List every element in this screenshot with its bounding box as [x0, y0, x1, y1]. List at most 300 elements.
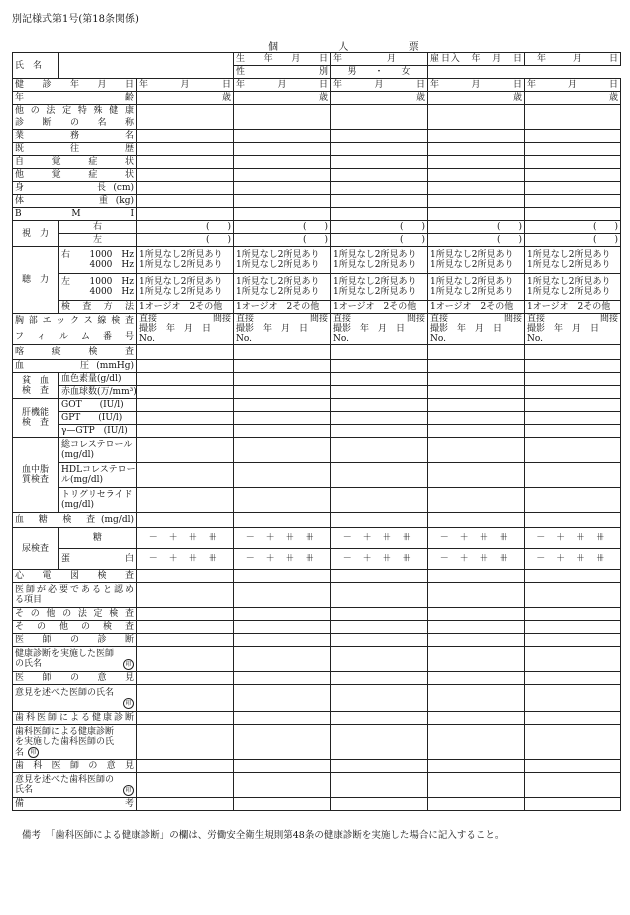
method-3[interactable]: 1オージオ 2その他 — [331, 301, 428, 314]
xray-no: No. — [333, 334, 349, 344]
seal-icon: 印 — [123, 698, 134, 709]
cell[interactable] — [428, 513, 525, 528]
cell[interactable] — [331, 169, 428, 182]
cell[interactable] — [525, 156, 621, 169]
cell[interactable] — [234, 712, 331, 725]
cell[interactable] — [525, 130, 621, 143]
hear-line: 1所見なし2所見あり — [236, 287, 320, 297]
name-field[interactable] — [59, 53, 234, 79]
cell[interactable] — [234, 634, 331, 647]
vision-right-4[interactable]: ( ) — [428, 221, 525, 234]
cell[interactable] — [428, 463, 525, 488]
opinion-doctor-1: 意見を述べた医師の氏名 — [15, 687, 115, 698]
cell[interactable] — [331, 513, 428, 528]
hear-line: 1所見なし2所見あり — [236, 260, 320, 270]
cell[interactable] — [137, 373, 234, 386]
vision-right-3[interactable]: ( ) — [331, 221, 428, 234]
xray-shoot: 撮影 年 月 日 — [236, 324, 309, 334]
cell[interactable] — [234, 195, 331, 208]
cell[interactable] — [428, 488, 525, 513]
method-1[interactable]: 1オージオ 2その他 — [137, 301, 234, 314]
cell[interactable] — [137, 425, 234, 438]
cell[interactable] — [525, 634, 621, 647]
cell[interactable] — [428, 130, 525, 143]
cell[interactable] — [331, 608, 428, 621]
liver-label — [13, 399, 59, 438]
cell[interactable] — [234, 513, 331, 528]
cell[interactable] — [137, 608, 234, 621]
cell[interactable] — [428, 399, 525, 412]
hear-line: 1所見なし2所見あり — [430, 277, 514, 287]
form-number: 別記様式第1号(第18条関係) — [12, 14, 139, 25]
cell[interactable] — [331, 685, 428, 712]
hearing-left-2[interactable] — [234, 274, 331, 301]
glucose-4[interactable]: － ＋ ⧺ ⧻ — [428, 528, 525, 549]
dental-doctor-label — [13, 725, 137, 760]
cell[interactable] — [137, 399, 234, 412]
cell[interactable] — [428, 105, 525, 130]
hear-line: 1所見なし2所見あり — [527, 250, 611, 260]
protein-5[interactable]: － ＋ ⧺ ⧻ — [525, 549, 621, 570]
cell[interactable] — [234, 156, 331, 169]
cell[interactable] — [525, 570, 621, 583]
cell[interactable] — [331, 712, 428, 725]
cell[interactable] — [234, 412, 331, 425]
cell[interactable] — [234, 773, 331, 798]
xray-no: No. — [139, 334, 155, 344]
cell[interactable] — [525, 583, 621, 608]
doctor-needed-label — [13, 583, 137, 608]
cell[interactable] — [525, 105, 621, 130]
cell[interactable] — [428, 425, 525, 438]
cell[interactable] — [428, 634, 525, 647]
cell[interactable] — [331, 621, 428, 634]
xray-no: No. — [236, 334, 252, 344]
tg-label-1: トリグリセライド — [61, 490, 133, 500]
cell[interactable] — [428, 672, 525, 685]
xray-direct: 直接 — [430, 314, 449, 324]
cell[interactable] — [234, 672, 331, 685]
cell[interactable] — [428, 182, 525, 195]
cell[interactable] — [331, 725, 428, 760]
cell[interactable] — [525, 463, 621, 488]
protein-1[interactable]: － ＋ ⧺ ⧻ — [137, 549, 234, 570]
cell[interactable] — [331, 195, 428, 208]
hearing-right-4[interactable] — [428, 247, 525, 274]
cell[interactable] — [525, 725, 621, 760]
age-1[interactable]: 歳 — [137, 92, 234, 105]
cell[interactable] — [525, 345, 621, 360]
xray-direct: 直接 — [236, 314, 255, 324]
age-4[interactable]: 歳 — [428, 92, 525, 105]
cell[interactable] — [525, 373, 621, 386]
xray-shoot: 撮影 年 月 日 — [527, 324, 600, 334]
cell[interactable] — [428, 373, 525, 386]
cell[interactable] — [525, 621, 621, 634]
hear-line: 1所見なし2所見あり — [139, 277, 223, 287]
cell[interactable] — [137, 672, 234, 685]
hear-line: 1所見なし2所見あり — [139, 260, 223, 270]
cell[interactable] — [331, 182, 428, 195]
cell[interactable] — [525, 438, 621, 463]
cell[interactable] — [137, 182, 234, 195]
cell[interactable] — [234, 583, 331, 608]
birth-label: 生年月日 — [234, 53, 331, 66]
cell[interactable] — [331, 399, 428, 412]
footnote: 備考 「歯科医師による健康診断」の欄は、労働安全衛生規則第48条の健康診断を実施した場合に記入すること。 — [22, 830, 505, 841]
cell[interactable] — [234, 760, 331, 773]
xray-indirect: 間接 — [503, 314, 522, 324]
cell[interactable] — [331, 386, 428, 399]
hearing-left-label — [59, 274, 137, 301]
protein-label: 蛋 白 — [59, 549, 137, 570]
hearing-left-1[interactable] — [137, 274, 234, 301]
cell[interactable] — [137, 570, 234, 583]
hearing-left-4[interactable] — [428, 274, 525, 301]
cell[interactable] — [525, 425, 621, 438]
cell[interactable] — [331, 583, 428, 608]
cell[interactable] — [428, 345, 525, 360]
cell[interactable] — [331, 143, 428, 156]
hearing-left-side: 左 — [61, 277, 71, 287]
cell[interactable] — [428, 570, 525, 583]
cell[interactable] — [428, 195, 525, 208]
cell[interactable] — [331, 463, 428, 488]
cell[interactable] — [331, 438, 428, 463]
cell[interactable] — [137, 647, 234, 672]
remarks-label: 備 考 — [13, 798, 137, 811]
cell[interactable] — [525, 672, 621, 685]
dental-doctor-3: 名 — [15, 747, 25, 758]
xray-direct: 直接 — [333, 314, 352, 324]
cell[interactable] — [331, 760, 428, 773]
other-legal-test-label: その他の法定検査 — [13, 608, 137, 621]
dental-doctor-2: を実施した歯科医師の氏 — [15, 736, 115, 747]
exam-date-5[interactable]: 年 月 日 — [525, 79, 621, 92]
dental-opinion-doctor-label — [13, 773, 137, 798]
doctor-needed-2: る項目 — [15, 595, 43, 605]
method-4[interactable]: 1オージオ 2その他 — [428, 301, 525, 314]
xray-indirect: 間接 — [309, 314, 328, 324]
cell[interactable] — [331, 634, 428, 647]
protein-4[interactable]: － ＋ ⧺ ⧻ — [428, 549, 525, 570]
xray-direct: 直接 — [139, 314, 158, 324]
cell[interactable] — [525, 712, 621, 725]
cell[interactable] — [137, 438, 234, 463]
job-label: 業 務 名 — [13, 130, 137, 143]
other-legal-label — [13, 105, 137, 130]
liver-label-2: 検 査 — [21, 418, 49, 428]
birth-value[interactable]: 年 月 日 — [331, 53, 428, 66]
protein-3[interactable]: － ＋ ⧺ ⧻ — [331, 549, 428, 570]
cell[interactable] — [234, 647, 331, 672]
cell[interactable] — [331, 647, 428, 672]
cell[interactable] — [428, 798, 525, 811]
glucose-5[interactable]: － ＋ ⧺ ⧻ — [525, 528, 621, 549]
tc-label — [59, 438, 137, 463]
vision-right-5[interactable]: ( ) — [525, 221, 621, 234]
cell[interactable] — [525, 399, 621, 412]
hearing-right-2[interactable] — [234, 247, 331, 274]
cell[interactable] — [137, 360, 234, 373]
vision-left-5[interactable]: ( ) — [525, 234, 621, 247]
cell[interactable] — [137, 760, 234, 773]
cell[interactable] — [234, 621, 331, 634]
cell[interactable] — [234, 169, 331, 182]
hire-value[interactable]: 年 月 日 — [525, 53, 621, 66]
cell[interactable] — [137, 412, 234, 425]
glucose-3[interactable]: － ＋ ⧺ ⧻ — [331, 528, 428, 549]
cell[interactable] — [525, 798, 621, 811]
seal-icon: 印 — [123, 659, 134, 670]
page-title — [268, 38, 419, 53]
hdl-label-2: ル(mg/dl) — [61, 475, 103, 485]
cell[interactable] — [428, 156, 525, 169]
cell[interactable] — [331, 373, 428, 386]
other-legal-label-2: 診断の名称 — [15, 118, 134, 128]
cell[interactable] — [331, 208, 428, 221]
cell[interactable] — [428, 647, 525, 672]
cell[interactable] — [137, 195, 234, 208]
hire-label: 雇入年月日 — [428, 53, 525, 66]
cell[interactable] — [428, 760, 525, 773]
title-char-1: 個 — [268, 42, 278, 53]
exam-date-4[interactable]: 年 月 日 — [428, 79, 525, 92]
cell[interactable] — [525, 195, 621, 208]
cell[interactable] — [331, 130, 428, 143]
xray-no: No. — [430, 334, 446, 344]
hear-line: 1所見なし2所見あり — [527, 277, 611, 287]
cell[interactable] — [137, 634, 234, 647]
cell[interactable] — [234, 130, 331, 143]
vision-left-4[interactable]: ( ) — [428, 234, 525, 247]
xray-no: No. — [527, 334, 543, 344]
doctor-name-1: 健康診断を実施した医師 — [15, 648, 115, 659]
age-2[interactable]: 歳 — [234, 92, 331, 105]
cell[interactable] — [137, 105, 234, 130]
lipid-label-1: 血中脂 — [21, 465, 49, 475]
cell[interactable] — [137, 386, 234, 399]
cell[interactable] — [331, 773, 428, 798]
cell[interactable] — [234, 360, 331, 373]
cell[interactable] — [234, 463, 331, 488]
hearing-left-3[interactable] — [331, 274, 428, 301]
cell[interactable] — [525, 488, 621, 513]
exam-date-1[interactable]: 年 月 日 — [137, 79, 234, 92]
hearing-right-3[interactable] — [331, 247, 428, 274]
exam-date-3[interactable]: 年 月 日 — [331, 79, 428, 92]
cell[interactable] — [137, 463, 234, 488]
cell[interactable] — [137, 685, 234, 712]
glucose-2[interactable]: － ＋ ⧺ ⧻ — [234, 528, 331, 549]
vision-label: 視 力 — [13, 221, 59, 247]
cell[interactable] — [331, 488, 428, 513]
cell[interactable] — [137, 712, 234, 725]
cell[interactable] — [331, 798, 428, 811]
age-5[interactable]: 歳 — [525, 92, 621, 105]
xray-indirect: 間接 — [406, 314, 425, 324]
xray-label — [13, 314, 137, 345]
cell[interactable] — [137, 130, 234, 143]
xray-1[interactable] — [137, 314, 234, 345]
hearing-right-1[interactable] — [137, 247, 234, 274]
cell[interactable] — [525, 208, 621, 221]
cell[interactable] — [137, 513, 234, 528]
cell[interactable] — [428, 438, 525, 463]
method-5[interactable]: 1オージオ 2その他 — [525, 301, 621, 314]
hear-line: 1所見なし2所見あり — [333, 287, 417, 297]
cell[interactable] — [428, 712, 525, 725]
cell[interactable] — [525, 760, 621, 773]
hz-4000-r: 4000 Hz — [89, 260, 134, 270]
cell[interactable] — [234, 425, 331, 438]
cell[interactable] — [331, 156, 428, 169]
hear-line: 1所見なし2所見あり — [430, 260, 514, 270]
opinion-doctor-label — [13, 685, 137, 712]
sugar-label: 血 糖 検 査(mg/dl) — [13, 513, 137, 528]
cell[interactable] — [137, 208, 234, 221]
doctor-needed-1: 医師が必要であると認め — [15, 585, 134, 595]
cell[interactable] — [234, 608, 331, 621]
cell[interactable] — [234, 488, 331, 513]
cell[interactable] — [525, 647, 621, 672]
xray-5[interactable] — [525, 314, 621, 345]
exam-date-2[interactable]: 年 月 日 — [234, 79, 331, 92]
cell[interactable] — [525, 169, 621, 182]
age-label: 年 齢 — [13, 92, 137, 105]
glucose-1[interactable]: － ＋ ⧺ ⧻ — [137, 528, 234, 549]
cell[interactable] — [234, 438, 331, 463]
height-label: 身 長(cm) — [13, 182, 137, 195]
cell[interactable] — [525, 182, 621, 195]
hear-line: 1所見なし2所見あり — [333, 260, 417, 270]
cell[interactable] — [428, 685, 525, 712]
cell[interactable] — [137, 143, 234, 156]
cell[interactable] — [525, 608, 621, 621]
cell[interactable] — [428, 143, 525, 156]
cell[interactable] — [137, 583, 234, 608]
hear-line: 1所見なし2所見あり — [333, 250, 417, 260]
vision-right-2[interactable]: ( ) — [234, 221, 331, 234]
protein-2[interactable]: － ＋ ⧺ ⧻ — [234, 549, 331, 570]
cell[interactable] — [234, 345, 331, 360]
cell[interactable] — [525, 386, 621, 399]
hearing-right-side: 右 — [61, 250, 71, 260]
xray-3[interactable] — [331, 314, 428, 345]
cell[interactable] — [234, 570, 331, 583]
tc-label-2: (mg/dl) — [61, 450, 94, 460]
doctor-name-2: の氏名 — [15, 658, 43, 669]
cell[interactable] — [428, 412, 525, 425]
cell[interactable] — [234, 798, 331, 811]
cell[interactable] — [234, 208, 331, 221]
hear-line: 1所見なし2所見あり — [236, 277, 320, 287]
cell[interactable] — [525, 412, 621, 425]
hearing-left-5[interactable] — [525, 274, 621, 301]
cell[interactable] — [234, 373, 331, 386]
xray-label-1: 胸部エックス線検査 — [15, 316, 134, 326]
cell[interactable] — [525, 773, 621, 798]
cell[interactable] — [137, 773, 234, 798]
sex-value[interactable]: 男 ・ 女 — [331, 66, 428, 79]
other-test-label: その他の検査 — [13, 621, 137, 634]
cell[interactable] — [525, 513, 621, 528]
name-label: 氏 名 — [13, 53, 59, 79]
vision-right-1[interactable]: ( ) — [137, 221, 234, 234]
gpt-label: GPT (IU/l) — [59, 412, 137, 425]
cell[interactable] — [137, 345, 234, 360]
cell[interactable] — [428, 773, 525, 798]
cell[interactable] — [234, 685, 331, 712]
cell[interactable] — [137, 798, 234, 811]
cell[interactable] — [428, 583, 525, 608]
hearing-right-5[interactable] — [525, 247, 621, 274]
cell[interactable] — [331, 412, 428, 425]
got-label: GOT (IU/l) — [59, 399, 137, 412]
diagnosis-label: 医師の診断 — [13, 634, 137, 647]
cell[interactable] — [428, 360, 525, 373]
cell[interactable] — [137, 169, 234, 182]
cell[interactable] — [234, 399, 331, 412]
cell[interactable] — [331, 672, 428, 685]
vision-left-3[interactable]: ( ) — [331, 234, 428, 247]
bmi-label: B M I — [13, 208, 137, 221]
cell[interactable] — [137, 488, 234, 513]
hearing-right-label — [59, 247, 137, 274]
cell[interactable] — [428, 621, 525, 634]
xray-2[interactable] — [234, 314, 331, 345]
glucose-label: 糖 — [59, 528, 137, 549]
vision-left-1[interactable]: ( ) — [137, 234, 234, 247]
cell[interactable] — [525, 143, 621, 156]
cell[interactable] — [525, 360, 621, 373]
seal-icon: 印 — [123, 785, 134, 796]
cell[interactable] — [234, 386, 331, 399]
cell[interactable] — [234, 725, 331, 760]
xray-indirect: 間接 — [599, 314, 618, 324]
xray-4[interactable] — [428, 314, 525, 345]
cell[interactable] — [331, 345, 428, 360]
cell[interactable] — [428, 386, 525, 399]
blank-cell — [428, 66, 621, 79]
cell[interactable] — [525, 685, 621, 712]
cell[interactable] — [428, 169, 525, 182]
age-3[interactable]: 歳 — [331, 92, 428, 105]
cell[interactable] — [137, 621, 234, 634]
hear-line: 1所見なし2所見あり — [333, 277, 417, 287]
hearing-label: 聴 力 — [13, 247, 59, 314]
method-2[interactable]: 1オージオ 2その他 — [234, 301, 331, 314]
cell[interactable] — [428, 208, 525, 221]
weight-label: 体 重(kg) — [13, 195, 137, 208]
cell[interactable] — [234, 143, 331, 156]
cell[interactable] — [331, 425, 428, 438]
cell[interactable] — [234, 105, 331, 130]
cell[interactable] — [428, 608, 525, 621]
cell[interactable] — [428, 725, 525, 760]
vision-left-2[interactable]: ( ) — [234, 234, 331, 247]
sex-label: 性 別 — [234, 66, 331, 79]
dental-doctor-1: 歯科医師による健康診断 — [15, 726, 115, 737]
cell[interactable] — [331, 360, 428, 373]
title-char-2: 人 — [338, 42, 349, 53]
cell[interactable] — [137, 725, 234, 760]
cell[interactable] — [234, 182, 331, 195]
cell[interactable] — [137, 156, 234, 169]
cell[interactable] — [331, 105, 428, 130]
bp-label: 血 圧(mmHg) — [13, 360, 137, 373]
cell[interactable] — [331, 570, 428, 583]
